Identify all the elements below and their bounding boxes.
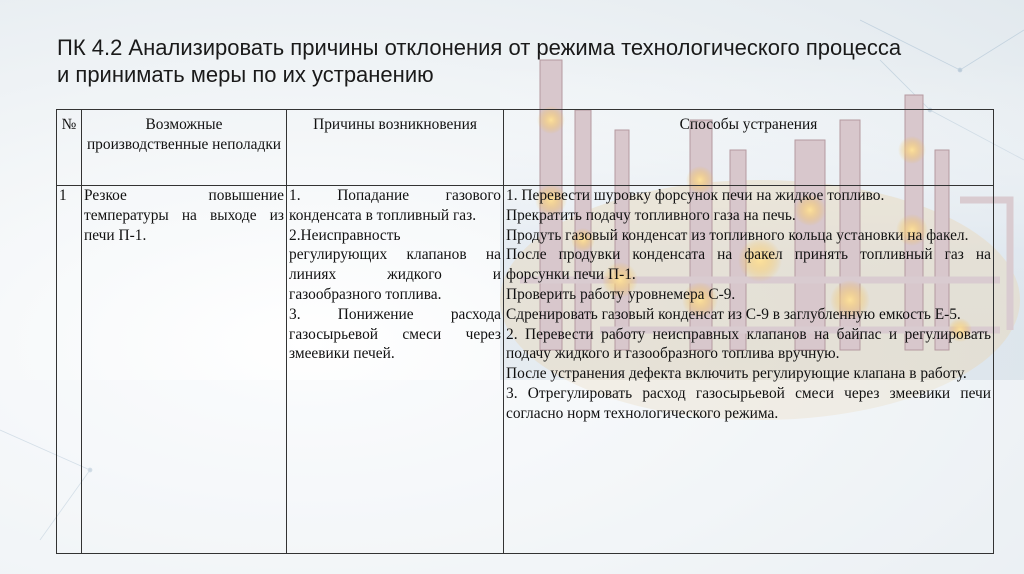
remedy-item: Проверить работу уровнемера С-9. (506, 285, 736, 303)
troubleshooting-table (56, 109, 994, 554)
cause-item: 3. Понижение расхода газосырьевой смеси через змеевики печей. (289, 305, 501, 363)
header-number: № (57, 110, 82, 186)
table-header-row (57, 110, 994, 186)
problem-cell: Резкое повышение температуры на выходе из печи П-1. (82, 186, 287, 554)
remedy-item: После устранения дефекта включить регулирующие клапана в работу. (506, 365, 967, 383)
remedy-item: 2. Перевести работу неисправных клапанов на байпас и регулировать подачу жидкого и газообразного топлива вручную. (506, 325, 991, 363)
header-remedies: Способы устранения (504, 110, 994, 186)
remedy-item: Прекратить подачу топливного газа на печь. (506, 206, 796, 224)
row-number: 1 (57, 186, 82, 554)
remedy-item: После продувки конденсата на факел принять топливный газ на форсунки печи П-1. (506, 246, 991, 284)
causes-cell (287, 186, 504, 554)
header-causes: Причины возникновения (287, 110, 504, 186)
table-row (57, 186, 994, 554)
page-title: ПК 4.2 Анализировать причины отклонения от режима технологического процесса и принимать меры по их устранению (57, 35, 902, 87)
remedy-item: 3. Отрегулировать расход газосырьевой смеси через змеевики печи согласно норм технологического режима. (506, 384, 991, 422)
remedies-cell (504, 186, 994, 554)
remedy-item: 1. Перевести шуровку форсунок печи на жидкое топливо. (506, 187, 885, 204)
remedy-item: Сдренировать газовый конденсат из С-9 в заглубленную емкость Е-5. (506, 305, 961, 323)
remedy-item: Продуть газовый конденсат из топливного кольца установки на факел. (506, 226, 969, 244)
cause-item: 1. Попадание газового конденсата в топливный газ. (289, 187, 501, 224)
cause-item: 2.Неисправность регулирующих клапанов на линиях жидкого и газообразного топлива. (289, 226, 501, 303)
header-problems: Возможные производственные неполадки (82, 110, 287, 186)
